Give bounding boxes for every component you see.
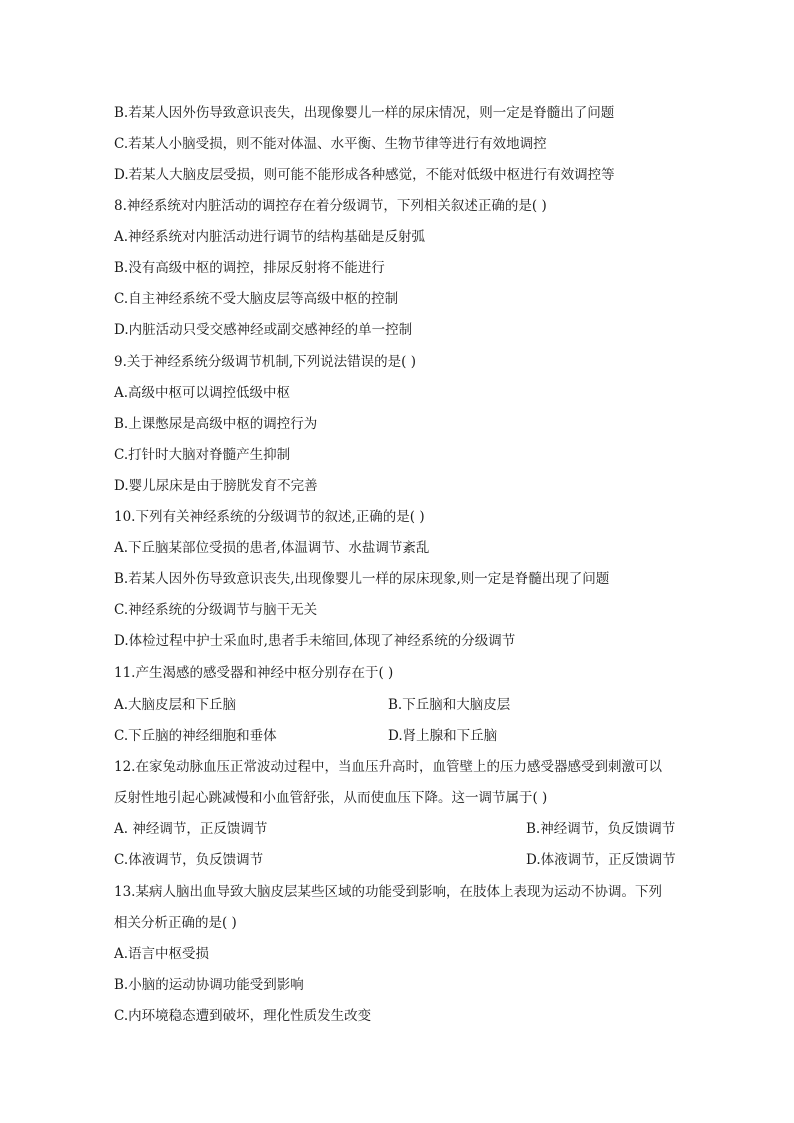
q13-stem-line1: 13.某病人脑出血导致大脑皮层某些区域的功能受到影响，在肢体上表现为运动不协调。下列 — [114, 884, 662, 900]
q8-option-b: B.没有高级中枢的调控，排尿反射将不能进行 — [114, 260, 385, 276]
q10-option-d: D.体检过程中护士采血时,患者手未缩回,体现了神经系统的分级调节 — [114, 633, 516, 649]
q12-option-c: C.体液调节，负反馈调节 — [114, 852, 264, 868]
q12-stem-line1: 12.在家兔动脉血压正常波动过程中，当血压升高时，血管壁上的压力感受器感受到刺激可以 — [114, 759, 662, 775]
q8-stem: 8.神经系统对内脏活动的调控存在着分级调节，下列相关叙述正确的是( ) — [114, 198, 547, 214]
q13-option-c: C.内环境稳态遭到破坏，理化性质发生改变 — [114, 1008, 372, 1024]
q13-stem-line2: 相关分析正确的是( ) — [114, 915, 237, 931]
q12-option-d: D.体液调节，正反馈调节 — [526, 852, 676, 868]
q8-option-c: C.自主神经系统不受大脑皮层等高级中枢的控制 — [114, 291, 399, 307]
q8-option-d: D.内脏活动只受交感神经或副交感神经的单一控制 — [114, 322, 413, 338]
q11-option-a: A.大脑皮层和下丘脑 — [114, 697, 237, 713]
q7-option-b: B.若某人因外伤导致意识丧失，出现像婴儿一样的尿床情况，则一定是脊髓出了问题 — [114, 105, 615, 121]
q11-option-d: D.肾上腺和下丘脑 — [388, 728, 498, 744]
q12-stem-line2: 反射性地引起心跳减慢和小血管舒张，从而使血压下降。这一调节属于( ) — [114, 790, 548, 806]
q9-option-a: A.高级中枢可以调控低级中枢 — [114, 385, 291, 401]
q9-option-b: B.上课憋尿是高级中枢的调控行为 — [114, 416, 318, 432]
q13-option-a: A.语言中枢受损 — [114, 946, 210, 962]
q9-option-c: C.打针时大脑对脊髓产生抑制 — [114, 447, 291, 463]
q10-option-a: A.下丘脑某部位受损的患者,体温调节、水盐调节紊乱 — [114, 540, 430, 556]
q12-option-b: B.神经调节，负反馈调节 — [526, 821, 676, 837]
q12-option-a: A. 神经调节，正反馈调节 — [114, 821, 268, 837]
q11-option-b: B.下丘脑和大脑皮层 — [388, 697, 511, 713]
q7-option-d: D.若某人大脑皮层受损，则可能不能形成各种感觉，不能对低级中枢进行有效调控等 — [114, 167, 615, 183]
q9-option-d: D.婴儿尿床是由于膀胱发育不完善 — [114, 478, 318, 494]
q7-option-c: C.若某人小脑受损，则不能对体温、水平衡、生物节律等进行有效地调控 — [114, 136, 547, 152]
q8-option-a: A.神经系统对内脏活动进行调节的结构基础是反射弧 — [114, 229, 426, 245]
q10-option-b: B.若某人因外伤导致意识丧失,出现像婴儿一样的尿床现象,则一定是脊髓出现了问题 — [114, 571, 610, 587]
q10-option-c: C.神经系统的分级调节与脑干无关 — [114, 602, 318, 618]
q10-stem: 10.下列有关神经系统的分级调节的叙述,正确的是( ) — [114, 509, 425, 525]
q13-option-b: B.小脑的运动协调功能受到影响 — [114, 977, 304, 993]
q11-option-c: C.下丘脑的神经细胞和垂体 — [114, 728, 277, 744]
q9-stem: 9.关于神经系统分级调节机制,下列说法错误的是( ) — [114, 354, 416, 370]
q11-stem: 11.产生渴感的感受器和神经中枢分别存在于( ) — [114, 665, 394, 681]
